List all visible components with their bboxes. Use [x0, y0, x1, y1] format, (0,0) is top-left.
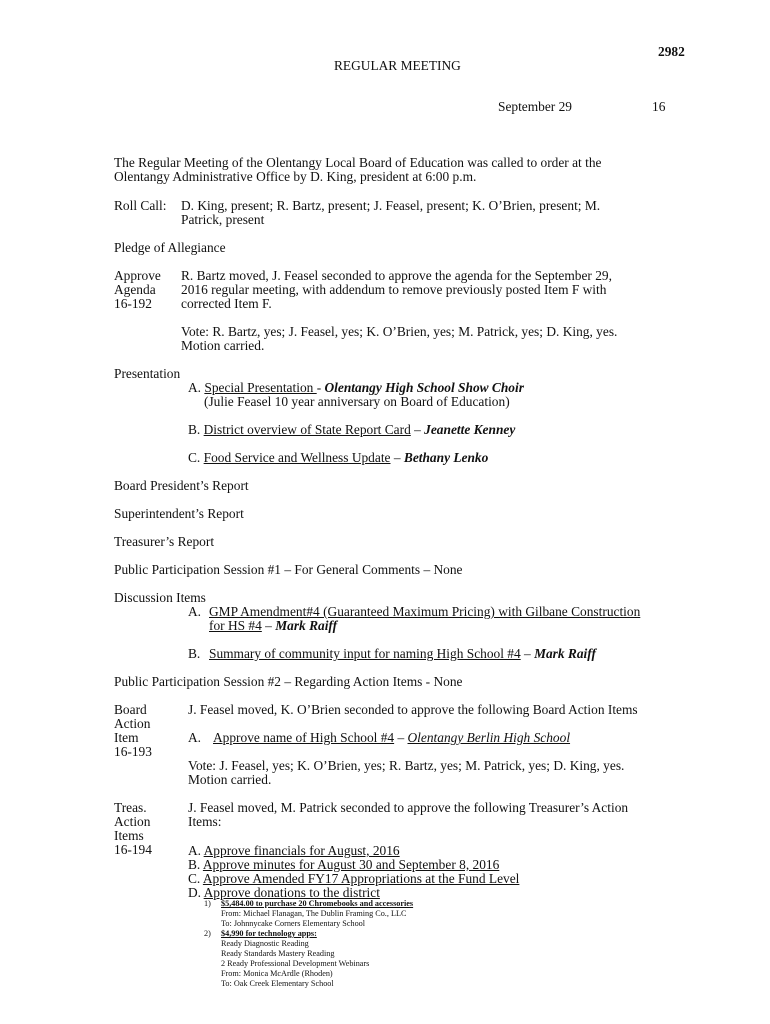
board-action-a-value: Olentangy Berlin High School	[407, 730, 571, 745]
presentation-b-title: District overview of State Report Card	[203, 422, 411, 437]
treas-item-d-prefix: D.	[188, 885, 204, 900]
meeting-date-year: 16	[652, 99, 666, 114]
presentation-c-prefix: C.	[188, 450, 204, 465]
donation-2-number: 2)	[204, 929, 211, 938]
page-title: REGULAR MEETING	[334, 58, 461, 73]
agenda-label-1: Approve	[114, 268, 161, 283]
board-action-label-3: Item	[114, 730, 139, 745]
treas-item-d-text: Approve donations to the district	[203, 885, 380, 900]
presentation-b-separator: –	[410, 422, 425, 437]
board-action-label-1: Board	[114, 702, 147, 717]
agenda-label-3: 16-192	[114, 296, 152, 311]
donation-2-line-1: Ready Diagnostic Reading	[221, 939, 309, 948]
treas-item-c-text: Approve Amended FY17 Appropriations at the Fund Level	[202, 871, 520, 886]
pledge-heading: Pledge of Allegiance	[114, 240, 226, 255]
treas-action-label-1: Treas.	[114, 800, 147, 815]
treas-item-b-text: Approve minutes for August 30 and September 8, 2016	[202, 857, 500, 872]
board-action-item-a	[213, 730, 570, 745]
presentation-c-presenter: Bethany Lenko	[403, 450, 489, 465]
discussion-item-b	[209, 646, 596, 661]
board-action-label-4: 16-193	[114, 744, 152, 759]
donation-2-line-5: To: Oak Creek Elementary School	[221, 979, 334, 988]
discussion-b-prefix: B.	[188, 646, 201, 661]
presentation-a-presenter: Olentangy High School Show Choir	[324, 380, 524, 395]
presentation-a-title: Special Presentation	[204, 380, 317, 395]
roll-call-line-1: D. King, present; R. Bartz, present; J. Feasel, present; K. O’Brien, present; M.	[181, 198, 601, 213]
treas-item-b-prefix: B.	[188, 857, 203, 872]
agenda-text-3: corrected Item F.	[181, 296, 272, 311]
agenda-text-2: 2016 regular meeting, with addendum to remove previously posted Item F with	[181, 282, 607, 297]
board-president-report: Board President’s Report	[114, 478, 249, 493]
discussion-b-separator: –	[520, 646, 535, 661]
presentation-heading: Presentation	[114, 366, 181, 381]
treas-item-a-prefix: A.	[188, 843, 204, 858]
public-participation-1: Public Participation Session #1 – For General Comments – None	[114, 562, 463, 577]
board-action-vote: Vote: J. Feasel, yes; K. O’Brien, yes; R. Bartz, yes; M. Patrick, yes; D. King, yes.	[188, 758, 625, 773]
donation-2-line-4: From: Monica McArdle (Rhoden)	[221, 969, 333, 978]
discussion-a-title-line-1: GMP Amendment#4 (Guaranteed Maximum Pricing) with Gilbane Construction	[209, 604, 641, 619]
discussion-a-separator: –	[261, 618, 276, 633]
treas-item-a	[188, 843, 400, 858]
roll-call-label: Roll Call:	[114, 198, 167, 213]
presentation-item-c	[188, 450, 488, 465]
discussion-b-title: Summary of community input for naming High School #4	[209, 646, 521, 661]
board-action-a-title: Approve name of High School #4	[213, 730, 395, 745]
treas-item-c-prefix: C.	[188, 871, 203, 886]
board-action-motion-carried: Motion carried.	[188, 772, 272, 787]
discussion-a-line-2	[209, 618, 337, 633]
meeting-date-month-day: September 29	[498, 99, 573, 114]
presentation-item-a	[188, 380, 524, 395]
presentation-c-separator: –	[390, 450, 404, 465]
treas-action-label-4: 16-194	[114, 842, 152, 857]
presentation-c-title: Food Service and Wellness Update	[203, 450, 391, 465]
opening-line-2: Olentangy Administrative Office by D. King, president at 6:00 p.m.	[114, 169, 477, 184]
treas-item-c	[188, 871, 519, 886]
donation-1-from: From: Michael Flanagan, The Dublin Framing Co., LLC	[221, 909, 407, 918]
discussion-b-presenter: Mark Raiff	[534, 646, 596, 661]
treas-item-a-text: Approve financials for August, 2016	[203, 843, 400, 858]
superintendent-report: Superintendent’s Report	[114, 506, 244, 521]
treasurer-report: Treasurer’s Report	[114, 534, 215, 549]
discussion-a-presenter: Mark Raiff	[275, 618, 338, 633]
board-action-motion: J. Feasel moved, K. O’Brien seconded to approve the following Board Action Items	[188, 702, 638, 717]
donation-2-line-3: 2 Ready Professional Development Webinars	[221, 959, 370, 968]
presentation-b-presenter: Jeanette Kenney	[424, 422, 516, 437]
agenda-label-2: Agenda	[114, 282, 156, 297]
presentation-b-prefix: B.	[188, 422, 204, 437]
presentation-item-b	[188, 422, 515, 437]
donation-2-line-2: Ready Standards Mastery Reading	[221, 949, 335, 958]
treas-item-b	[188, 857, 499, 872]
board-action-label-2: Action	[114, 716, 151, 731]
treas-action-motion-2: Items:	[188, 814, 222, 829]
discussion-a-prefix: A.	[188, 604, 202, 619]
discussion-heading: Discussion Items	[114, 590, 206, 605]
discussion-a-title-line-2: for HS #4	[209, 618, 262, 633]
presentation-a-separator: -	[316, 380, 325, 395]
donation-1-number: 1)	[204, 899, 211, 908]
treas-action-label-3: Items	[114, 828, 144, 843]
treas-action-motion-1: J. Feasel moved, M. Patrick seconded to approve the following Treasurer’s Action	[188, 800, 629, 815]
agenda-text-1: R. Bartz moved, J. Feasel seconded to approve the agenda for the September 29,	[181, 268, 612, 283]
donation-1-to: To: Johnnycake Corners Elementary School	[221, 919, 366, 928]
page-number: 2982	[658, 44, 685, 59]
treas-item-d	[188, 885, 380, 900]
agenda-vote: Vote: R. Bartz, yes; J. Feasel, yes; K. O’Brien, yes; M. Patrick, yes; D. King, yes.	[181, 324, 618, 339]
roll-call-line-2: Patrick, present	[181, 212, 265, 227]
presentation-a-note: (Julie Feasel 10 year anniversary on Board of Education)	[204, 394, 510, 409]
treas-action-label-2: Action	[114, 814, 151, 829]
board-action-a-prefix: A.	[188, 730, 202, 745]
opening-line-1: The Regular Meeting of the Olentangy Local Board of Education was called to order at the	[114, 155, 602, 170]
board-action-a-separator: –	[394, 730, 408, 745]
agenda-motion-carried: Motion carried.	[181, 338, 265, 353]
public-participation-2: Public Participation Session #2 – Regarding Action Items - None	[114, 674, 463, 689]
donation-1-title: $5,484.00 to purchase 20 Chromebooks and accessories	[221, 899, 414, 908]
donation-2-title: $4,990 for technology apps:	[221, 929, 317, 938]
presentation-a-prefix: A.	[188, 380, 205, 395]
